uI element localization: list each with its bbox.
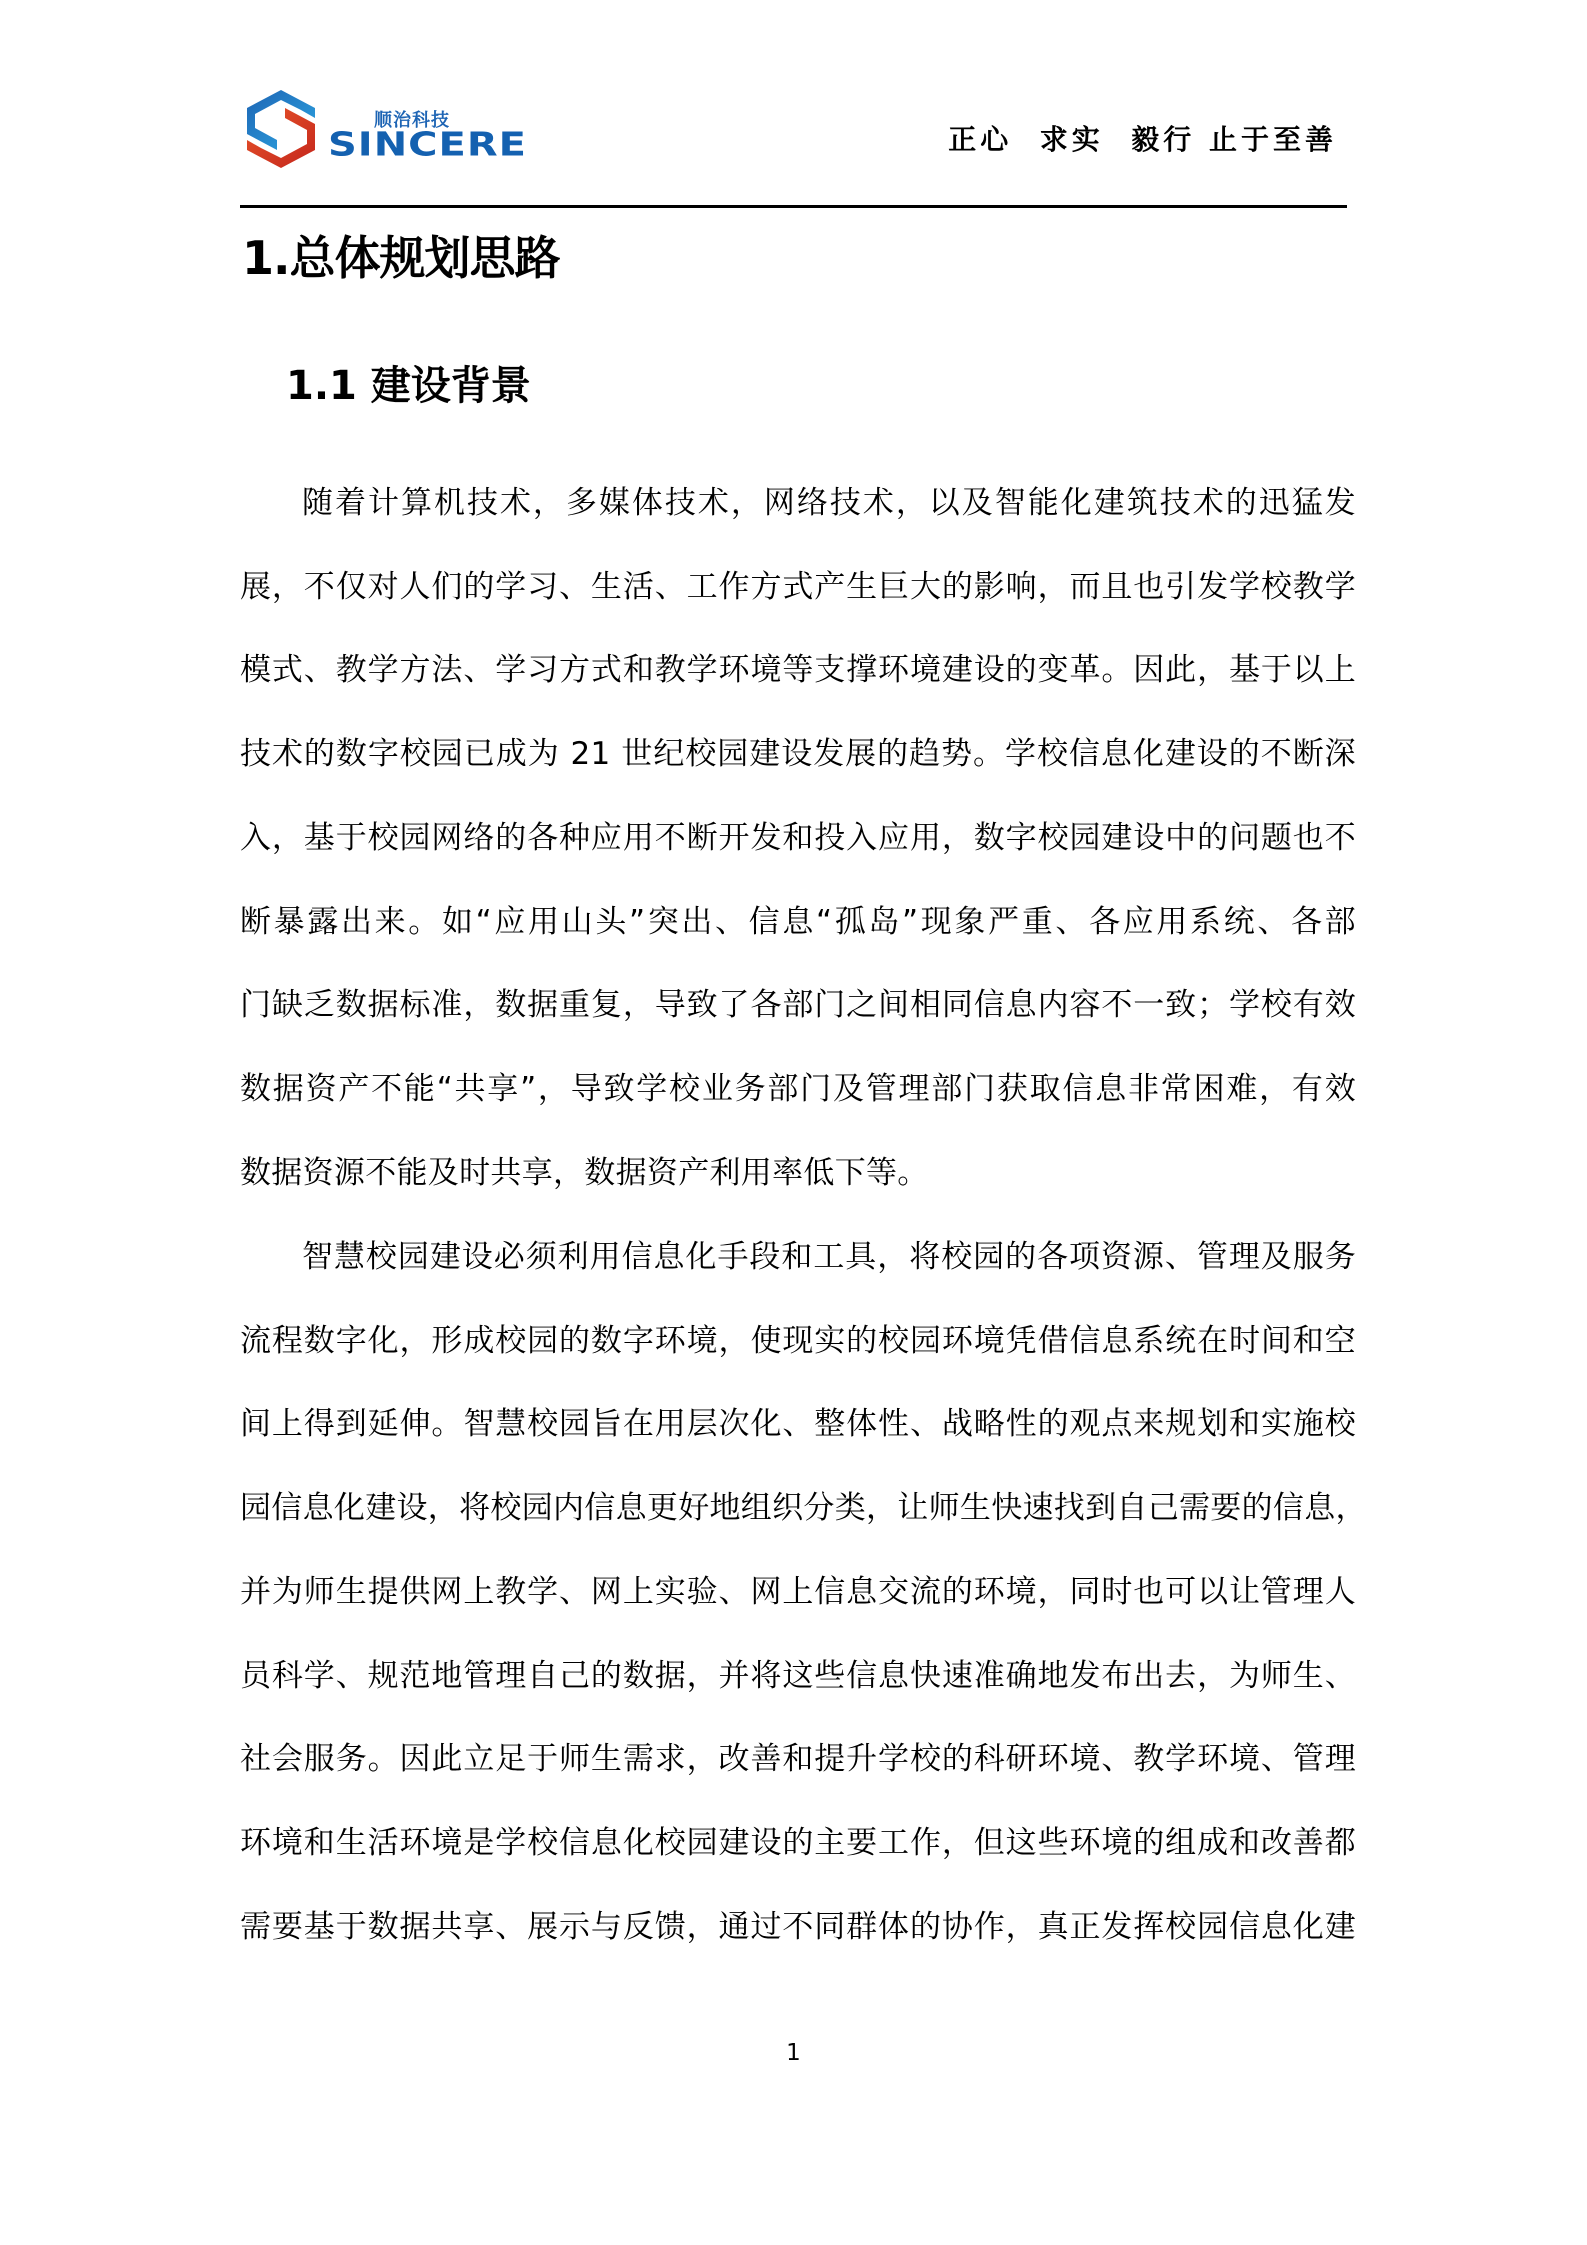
text-line: 园信息化建设，将校园内信息更好地组织分类，让师生快速找到自己需要的信息， bbox=[240, 1490, 1367, 1527]
text-line: 技术的数字校园已成为 21 世纪校园建设发展的趋势。学校信息化建设的不断深 bbox=[240, 736, 1356, 773]
text-line: 流程数字化，形成校园的数字环境，使现实的校园环境凭借信息系统在时间和空 bbox=[240, 1322, 1356, 1359]
text-line: 数据资源不能及时共享，数据资产利用率低下等。 bbox=[240, 1154, 929, 1191]
sincere-logo-icon bbox=[241, 88, 321, 170]
heading-level-2: 1.1 建设背景 bbox=[286, 363, 531, 409]
company-logo bbox=[240, 86, 540, 174]
text-line: 断暴露出来。如“应用山头”突出、信息“孤岛”现象严重、各应用系统、各部 bbox=[240, 903, 1356, 940]
text-line: 数据资产不能“共享”，导致学校业务部门及管理部门获取信息非常困难，有效 bbox=[240, 1070, 1356, 1107]
text-line: 门缺乏数据标准，数据重复，导致了各部门之间相同信息内容不一致；学校有效 bbox=[240, 987, 1356, 1024]
text-line: 间上得到延伸。智慧校园旨在用层次化、整体性、战略性的观点来规划和实施校 bbox=[240, 1406, 1356, 1443]
text-line: 模式、教学方法、学习方式和教学环境等支撑环境建设的变革。因此，基于以上 bbox=[240, 652, 1356, 689]
header-divider bbox=[240, 205, 1347, 208]
logo-english-name: SINCERE bbox=[328, 126, 527, 164]
text-line: 环境和生活环境是学校信息化校园建设的主要工作，但这些环境的组成和改善都 bbox=[240, 1824, 1356, 1861]
heading-level-1: 1.总体规划思路 bbox=[242, 231, 560, 285]
text-line: 需要基于数据共享、展示与反馈，通过不同群体的协作，真正发挥校园信息化建 bbox=[240, 1908, 1356, 1945]
text-line: 并为师生提供网上教学、网上实验、网上信息交流的环境，同时也可以让管理人 bbox=[240, 1573, 1356, 1610]
page-number: 1 bbox=[786, 2040, 801, 2066]
paragraph-2 bbox=[240, 1216, 1367, 1969]
company-motto: 正心 求实 毅行 止于至善 bbox=[948, 123, 1337, 156]
text-line: 员科学、规范地管理自己的数据，并将这些信息快速准确地发布出去，为师生、 bbox=[240, 1657, 1356, 1694]
page-header bbox=[240, 80, 1347, 208]
text-line: 智慧校园建设必须利用信息化手段和工具，将校园的各项资源、管理及服务 bbox=[302, 1239, 1356, 1275]
logo-chinese-name: 顺治科技 bbox=[374, 110, 450, 131]
text-line: 随着计算机技术，多媒体技术，网络技术，以及智能化建筑技术的迅猛发 bbox=[302, 485, 1356, 521]
text-line: 入，基于校园网络的各种应用不断开发和投入应用，数字校园建设中的问题也不 bbox=[240, 819, 1356, 856]
text-line: 社会服务。因此立足于师生需求，改善和提升学校的科研环境、教学环境、管理 bbox=[240, 1741, 1356, 1778]
paragraph-1 bbox=[240, 462, 1356, 1215]
text-line: 展，不仅对人们的学习、生活、工作方式产生巨大的影响，而且也引发学校教学 bbox=[240, 568, 1356, 605]
